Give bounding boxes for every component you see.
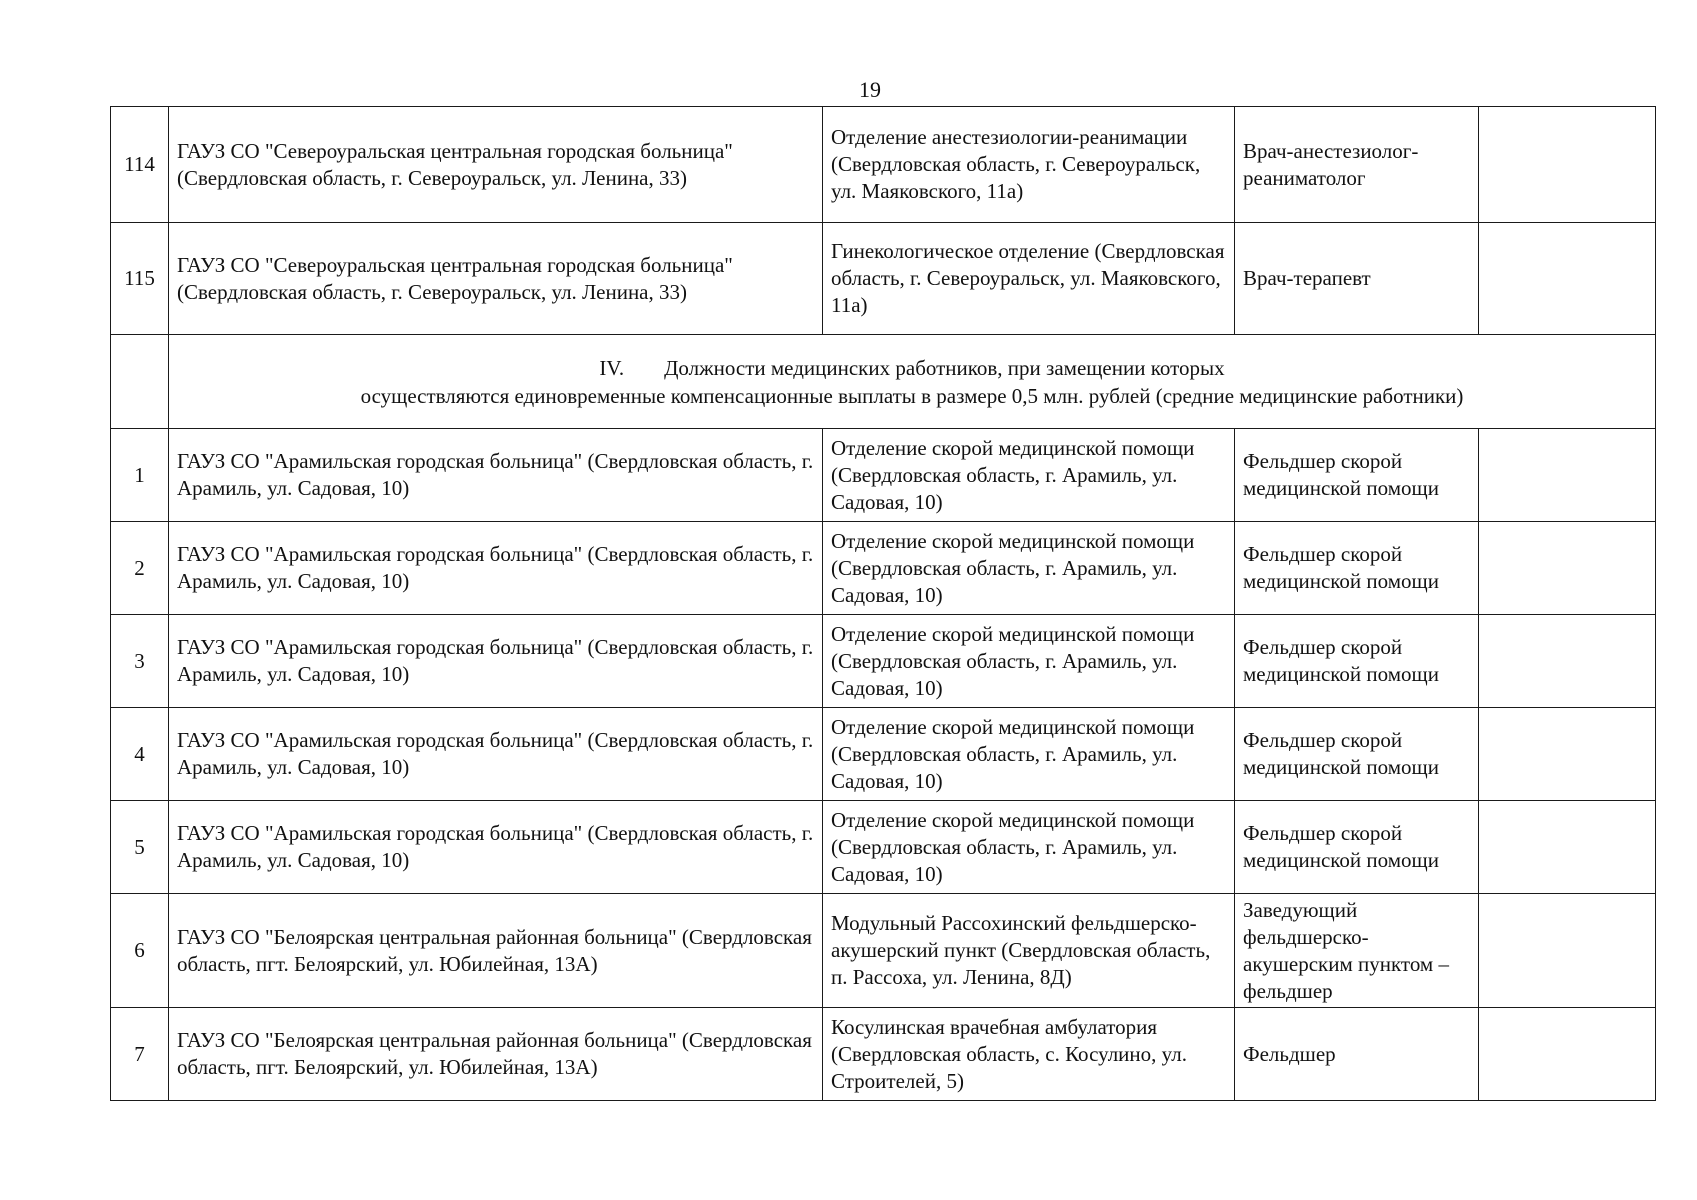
empty-cell	[1479, 223, 1656, 335]
institution-cell: ГАУЗ СО "Североуральская центральная городская больница" (Свердловская область, г. Североуральск, ул. Ленина, 33)	[169, 223, 823, 335]
position-cell: Фельдшер скорой медицинской помощи	[1235, 801, 1479, 894]
section-roman-numeral: IV.	[599, 355, 625, 380]
table-row	[111, 223, 1656, 335]
table-row	[111, 801, 1656, 894]
row-number: 114	[111, 107, 169, 223]
department-cell: Отделение скорой медицинской помощи (Свердловская область, г. Арамиль, ул. Садовая, 10)	[823, 708, 1235, 801]
department-cell: Модульный Рассохинский фельдшерско-акушерский пункт (Свердловская область, п. Рассоха, ул. Ленина, 8Д)	[823, 894, 1235, 1008]
institution-cell: ГАУЗ СО "Арамильская городская больница" (Свердловская область, г. Арамиль, ул. Садовая, 10)	[169, 615, 823, 708]
row-number: 4	[111, 708, 169, 801]
institution-cell: ГАУЗ СО "Североуральская центральная городская больница" (Свердловская область, г. Североуральск, ул. Ленина, 33)	[169, 107, 823, 223]
empty-cell	[1479, 801, 1656, 894]
department-cell: Отделение скорой медицинской помощи (Свердловская область, г. Арамиль, ул. Садовая, 10)	[823, 429, 1235, 522]
empty-cell	[1479, 615, 1656, 708]
position-cell: Фельдшер скорой медицинской помощи	[1235, 708, 1479, 801]
department-cell: Косулинская врачебная амбулатория (Свердловская область, с. Косулино, ул. Строителей, 5)	[823, 1008, 1235, 1101]
empty-cell	[1479, 429, 1656, 522]
department-cell: Отделение скорой медицинской помощи (Свердловская область, г. Арамиль, ул. Садовая, 10)	[823, 801, 1235, 894]
row-number: 2	[111, 522, 169, 615]
page-number: 19	[859, 77, 881, 102]
position-cell: Фельдшер	[1235, 1008, 1479, 1101]
department-cell: Отделение скорой медицинской помощи (Свердловская область, г. Арамиль, ул. Садовая, 10)	[823, 522, 1235, 615]
row-number: 5	[111, 801, 169, 894]
position-cell: Фельдшер скорой медицинской помощи	[1235, 615, 1479, 708]
institution-cell: ГАУЗ СО "Арамильская городская больница" (Свердловская область, г. Арамиль, ул. Садовая, 10)	[169, 429, 823, 522]
section-number-cell	[111, 335, 169, 429]
table-row	[111, 1008, 1656, 1101]
section-title-line2: осуществляются единовременные компенсационные выплаты в размере 0,5 млн. рублей (средние медицинские работники)	[360, 383, 1464, 408]
position-cell: Врач-анестезиолог-реаниматолог	[1235, 107, 1479, 223]
position-cell: Врач-терапевт	[1235, 223, 1479, 335]
empty-cell	[1479, 1008, 1656, 1101]
section-row	[111, 335, 1656, 429]
empty-cell	[1479, 522, 1656, 615]
empty-cell	[1479, 894, 1656, 1008]
table-row	[111, 615, 1656, 708]
row-number: 115	[111, 223, 169, 335]
table-row	[111, 522, 1656, 615]
institution-cell: ГАУЗ СО "Арамильская городская больница" (Свердловская область, г. Арамиль, ул. Садовая, 10)	[169, 522, 823, 615]
department-cell: Отделение анестезиологии-реанимации (Свердловская область, г. Североуральск, ул. Маяковского, 11а)	[823, 107, 1235, 223]
position-cell: Фельдшер скорой медицинской помощи	[1235, 522, 1479, 615]
empty-cell	[1479, 107, 1656, 223]
positions-table	[110, 106, 1656, 1101]
institution-cell: ГАУЗ СО "Белоярская центральная районная больница" (Свердловская область, пгт. Белоярский, ул. Юбилейная, 13А)	[169, 1008, 823, 1101]
table-row	[111, 429, 1656, 522]
position-cell: Заведующий фельдшерско-акушерским пунктом – фельдшер	[1235, 894, 1479, 1008]
table-row	[111, 107, 1656, 223]
institution-cell: ГАУЗ СО "Белоярская центральная районная больница" (Свердловская область, пгт. Белоярский, ул. Юбилейная, 13А)	[169, 894, 823, 1008]
department-cell: Гинекологическое отделение (Свердловская область, г. Североуральск, ул. Маяковского, 11а)	[823, 223, 1235, 335]
table-row	[111, 894, 1656, 1008]
row-number: 6	[111, 894, 169, 1008]
institution-cell: ГАУЗ СО "Арамильская городская больница" (Свердловская область, г. Арамиль, ул. Садовая, 10)	[169, 708, 823, 801]
institution-cell: ГАУЗ СО "Арамильская городская больница" (Свердловская область, г. Арамиль, ул. Садовая, 10)	[169, 801, 823, 894]
table-row	[111, 708, 1656, 801]
row-number: 7	[111, 1008, 169, 1101]
department-cell: Отделение скорой медицинской помощи (Свердловская область, г. Арамиль, ул. Садовая, 10)	[823, 615, 1235, 708]
row-number: 1	[111, 429, 169, 522]
empty-cell	[1479, 708, 1656, 801]
section-title-line1: Должности медицинских работников, при замещении которых	[664, 355, 1225, 380]
section-heading	[169, 335, 1656, 429]
position-cell: Фельдшер скорой медицинской помощи	[1235, 429, 1479, 522]
row-number: 3	[111, 615, 169, 708]
